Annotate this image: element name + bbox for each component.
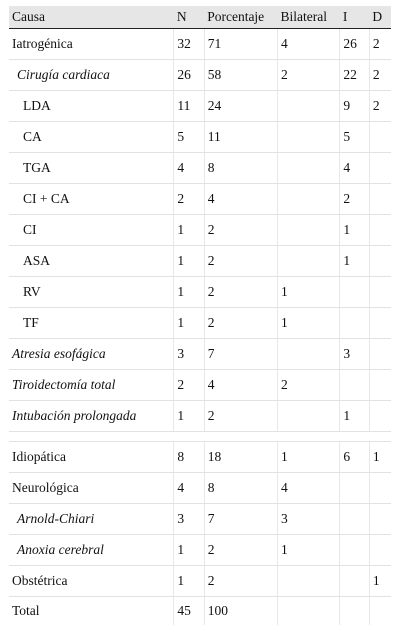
cell-d [369,277,391,308]
cell-i [340,473,369,504]
cell-causa: Neurológica [9,473,174,504]
cell-causa: Tiroidectomía total [9,370,174,401]
cell-bilateral: 4 [278,473,340,504]
cell-n: 45 [174,597,204,626]
cell-porcentaje: 2 [204,535,277,566]
cell-d [369,215,391,246]
cell-i: 1 [340,215,369,246]
spacer-cell [9,432,391,442]
cell-bilateral: 2 [278,60,340,91]
cell-n: 1 [174,401,204,432]
table-row [9,91,391,122]
cell-causa: CI [9,215,174,246]
cell-bilateral: 2 [278,370,340,401]
cell-n: 5 [174,122,204,153]
cell-porcentaje: 7 [204,339,277,370]
header-n: N [174,6,204,29]
cell-causa: Cirugía cardiaca [9,60,174,91]
cell-causa: Idiopática [9,442,174,473]
cell-causa: Anoxia cerebral [9,535,174,566]
cell-i: 4 [340,153,369,184]
cell-n: 4 [174,153,204,184]
causes-table [9,6,391,625]
cell-i [340,566,369,597]
cell-n: 1 [174,215,204,246]
cell-d [369,473,391,504]
cell-bilateral [278,91,340,122]
cell-porcentaje: 18 [204,442,277,473]
header-row [9,6,391,29]
cell-d: 2 [369,29,391,60]
cell-bilateral: 1 [278,535,340,566]
cell-i [340,277,369,308]
cell-porcentaje: 71 [204,29,277,60]
cell-bilateral [278,184,340,215]
cell-d [369,504,391,535]
table-row [9,215,391,246]
cell-n: 26 [174,60,204,91]
header-i: I [340,6,369,29]
cell-causa: CA [9,122,174,153]
table-row [9,566,391,597]
cell-n: 3 [174,339,204,370]
cell-n: 32 [174,29,204,60]
total-row [9,597,391,626]
cell-porcentaje: 2 [204,401,277,432]
cell-causa: Arnold-Chiari [9,504,174,535]
cell-porcentaje: 4 [204,370,277,401]
header-porcentaje: Porcentaje [204,6,277,29]
cell-porcentaje: 2 [204,308,277,339]
cell-i [340,597,369,626]
cell-i: 1 [340,246,369,277]
cell-i: 1 [340,401,369,432]
cell-d [369,122,391,153]
table-row [9,308,391,339]
table-row [9,442,391,473]
cell-d: 1 [369,566,391,597]
cell-causa: Iatrogénica [9,29,174,60]
cell-porcentaje: 24 [204,91,277,122]
table-row [9,370,391,401]
cell-d [369,401,391,432]
cell-n: 3 [174,504,204,535]
cell-causa: Intubación prolongada [9,401,174,432]
cell-bilateral: 1 [278,308,340,339]
cell-causa: Atresia esofágica [9,339,174,370]
cell-d [369,184,391,215]
cell-d [369,153,391,184]
cell-bilateral [278,401,340,432]
cell-porcentaje: 58 [204,60,277,91]
cell-n: 1 [174,277,204,308]
cell-porcentaje: 2 [204,566,277,597]
table-row [9,29,391,60]
cell-n: 1 [174,535,204,566]
cell-i: 9 [340,91,369,122]
cell-n: 1 [174,246,204,277]
table-row [9,535,391,566]
cell-i: 6 [340,442,369,473]
cell-i: 26 [340,29,369,60]
cell-porcentaje: 8 [204,153,277,184]
cell-porcentaje: 8 [204,473,277,504]
cell-d: 2 [369,91,391,122]
cell-bilateral [278,122,340,153]
cell-n: 1 [174,566,204,597]
cell-causa: TGA [9,153,174,184]
table-row [9,184,391,215]
spacer-row [9,432,391,442]
cell-d [369,535,391,566]
cell-porcentaje: 2 [204,277,277,308]
cell-i: 22 [340,60,369,91]
cell-bilateral: 1 [278,277,340,308]
cell-causa: CI + CA [9,184,174,215]
cell-porcentaje: 2 [204,246,277,277]
table-row [9,60,391,91]
cell-causa: ASA [9,246,174,277]
cell-i [340,370,369,401]
cell-n: 4 [174,473,204,504]
header-causa: Causa [9,6,174,29]
cell-i [340,535,369,566]
cell-d [369,246,391,277]
cell-porcentaje: 11 [204,122,277,153]
cell-causa: Obstétrica [9,566,174,597]
cell-i: 2 [340,184,369,215]
table-row [9,339,391,370]
cell-bilateral [278,597,340,626]
cell-d [369,308,391,339]
cell-bilateral: 1 [278,442,340,473]
cell-porcentaje: 100 [204,597,277,626]
header-d: D [369,6,391,29]
table-row [9,277,391,308]
cell-n: 1 [174,308,204,339]
cell-d: 1 [369,442,391,473]
cell-bilateral [278,215,340,246]
cell-n: 11 [174,91,204,122]
cell-bilateral: 4 [278,29,340,60]
cell-d [369,339,391,370]
cell-causa: TF [9,308,174,339]
header-bilateral: Bilateral [278,6,340,29]
cell-n: 8 [174,442,204,473]
cell-porcentaje: 7 [204,504,277,535]
cell-bilateral [278,153,340,184]
cell-i: 3 [340,339,369,370]
table-row [9,401,391,432]
table-row [9,504,391,535]
cell-porcentaje: 4 [204,184,277,215]
cell-d [369,597,391,626]
cell-porcentaje: 2 [204,215,277,246]
cell-n: 2 [174,370,204,401]
cell-bilateral [278,339,340,370]
cell-causa: RV [9,277,174,308]
table-row [9,122,391,153]
cell-bilateral [278,566,340,597]
table-row [9,473,391,504]
cell-bilateral: 3 [278,504,340,535]
table-row [9,246,391,277]
cell-d: 2 [369,60,391,91]
cell-causa: LDA [9,91,174,122]
cell-bilateral [278,246,340,277]
cell-d [369,370,391,401]
cell-n: 2 [174,184,204,215]
table-row [9,153,391,184]
cell-i [340,504,369,535]
cell-i: 5 [340,122,369,153]
cell-i [340,308,369,339]
cell-causa: Total [9,597,174,626]
